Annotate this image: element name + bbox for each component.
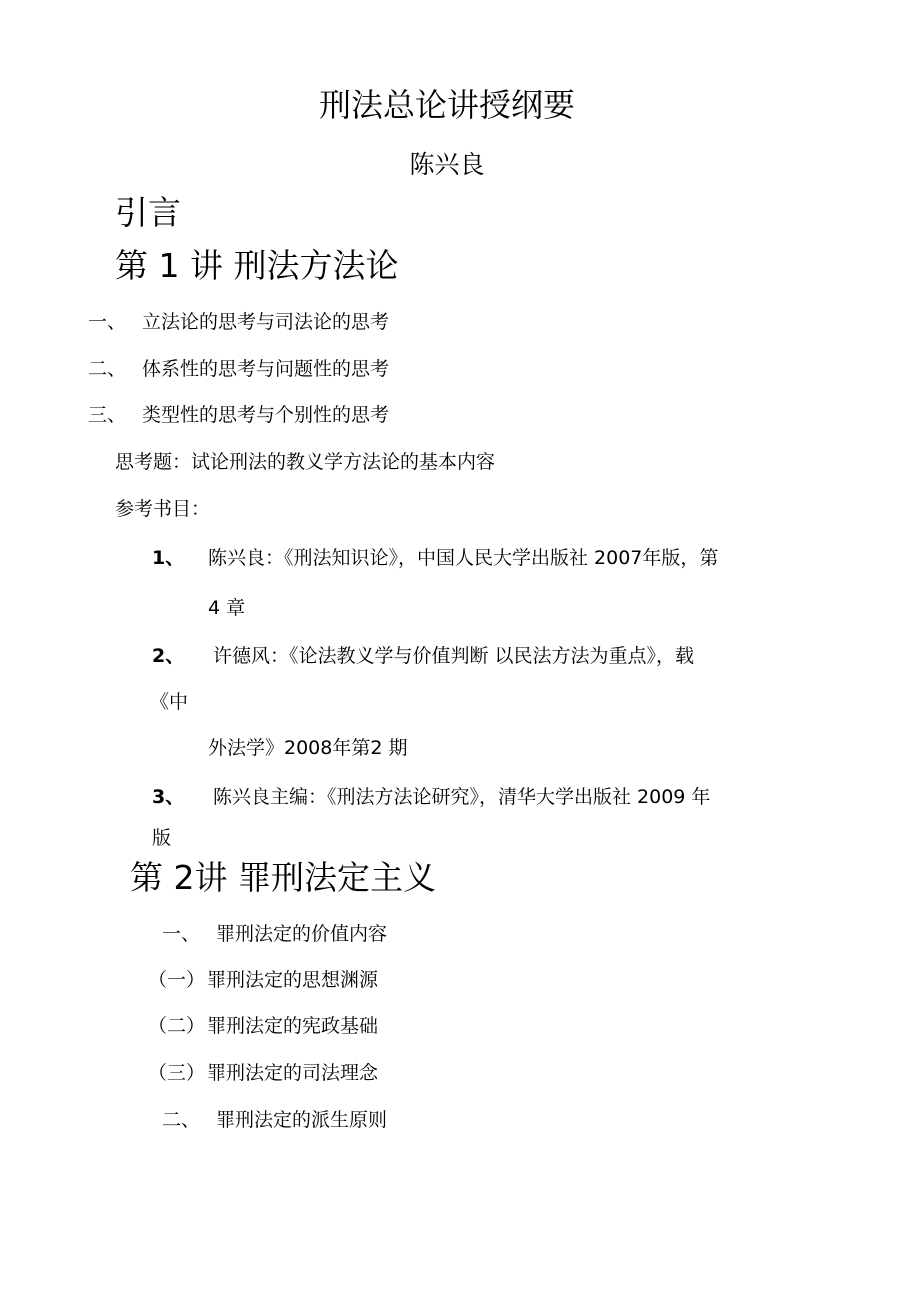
list-item-num: 一、 xyxy=(88,311,127,333)
list-item: 罪刑法定的宪政基础 xyxy=(207,1015,379,1037)
list-item-num: （一） xyxy=(148,969,206,991)
reference-num: 1、 xyxy=(152,547,185,569)
list-item-num: 一、 xyxy=(162,923,201,945)
list-item-num: （二） xyxy=(148,1015,206,1037)
reference-line: 陈兴良：《刑法知识论》，中国人民大学出版社 2007年版，第 xyxy=(208,547,719,569)
list-item-num: （三） xyxy=(148,1062,206,1084)
reference-num: 3、 xyxy=(152,786,185,808)
intro-heading: 引言 xyxy=(115,193,181,232)
list-item-num: 二、 xyxy=(88,358,127,380)
reference-line: 许德风：《论法教义学与价值判断 以民法方法为重点》，载 xyxy=(213,645,695,667)
reference-line: 陈兴良主编：《刑法方法论研究》，清华大学出版社 2009 年 xyxy=(213,786,711,808)
list-item: 立法论的思考与司法论的思考 xyxy=(142,311,390,333)
lecture1-heading: 第 1 讲 刑法方法论 xyxy=(115,246,399,285)
list-item: 罪刑法定的派生原则 xyxy=(216,1109,388,1131)
list-item-num: 三、 xyxy=(88,404,127,426)
list-item: 类型性的思考与个别性的思考 xyxy=(142,404,390,426)
list-item: 罪刑法定的司法理念 xyxy=(207,1062,379,1084)
list-item: 罪刑法定的思想渊源 xyxy=(207,969,379,991)
document-title: 刑法总论讲授纲要 xyxy=(318,86,575,124)
references-label: 参考书目： xyxy=(115,498,211,520)
reference-num: 2、 xyxy=(152,645,185,667)
reference-line: 《中 xyxy=(150,691,189,713)
list-item: 罪刑法定的价值内容 xyxy=(216,923,388,945)
reference-line: 外法学》2008年第2 期 xyxy=(208,737,408,759)
question: 思考题：试论刑法的教义学方法论的基本内容 xyxy=(115,451,496,473)
lecture2-heading: 第 2讲 罪刑法定主义 xyxy=(130,858,436,897)
list-item: 体系性的思考与问题性的思考 xyxy=(142,358,390,380)
reference-line: 4 章 xyxy=(208,597,246,619)
list-item-num: 二、 xyxy=(162,1109,201,1131)
reference-line: 版 xyxy=(152,827,172,849)
document-author: 陈兴良 xyxy=(409,150,485,179)
